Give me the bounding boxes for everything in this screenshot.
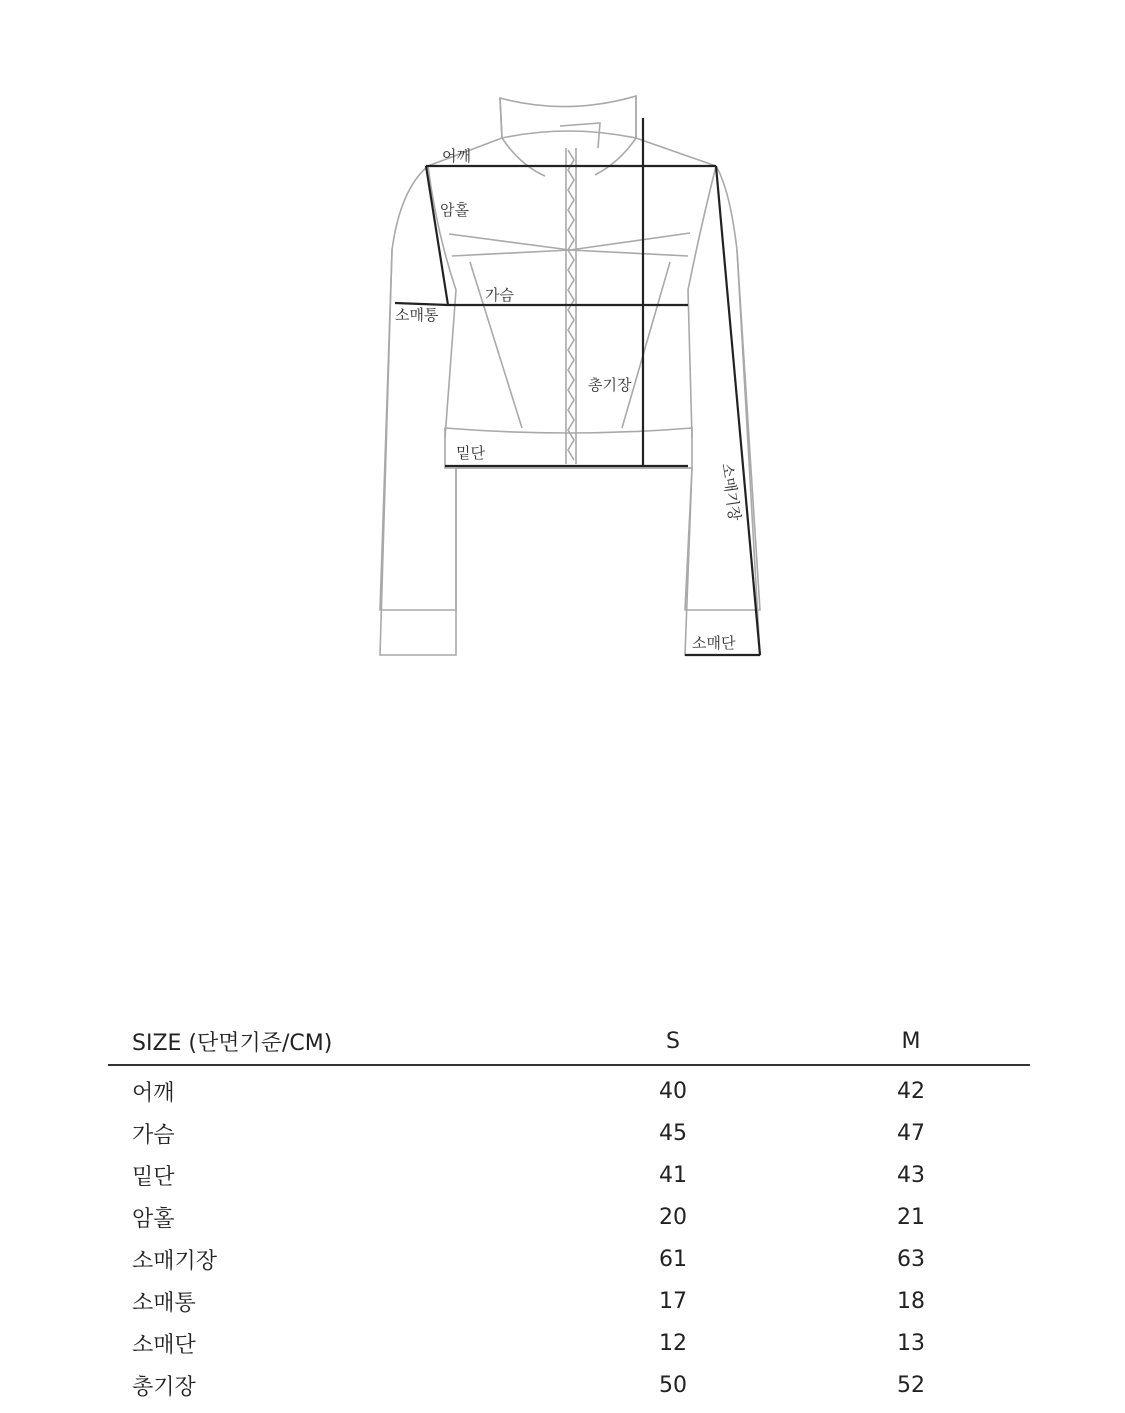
row-name: 소매기장 <box>132 1248 218 1274</box>
sleeve-width-line <box>395 303 448 305</box>
label-shoulder: 어깨 <box>442 147 471 165</box>
row-value-s: 20 <box>659 1204 687 1230</box>
row-name: 밑단 <box>132 1164 175 1190</box>
table-row <box>108 1154 1030 1196</box>
armhole-line <box>426 166 448 305</box>
row-name: 어깨 <box>132 1080 175 1106</box>
table-row <box>108 1196 1030 1238</box>
row-value-s: 40 <box>659 1078 687 1104</box>
row-value-m: 43 <box>897 1162 925 1188</box>
row-value-m: 47 <box>897 1120 925 1146</box>
table-row <box>108 1065 1030 1112</box>
row-value-s: 45 <box>659 1120 687 1146</box>
row-name: 총기장 <box>132 1374 196 1400</box>
size-table <box>108 1018 1030 1406</box>
row-name: 소매단 <box>132 1332 196 1358</box>
label-hem: 밑단 <box>456 444 485 462</box>
jacket-outline <box>380 96 760 655</box>
table-row <box>108 1238 1030 1280</box>
jacket-measurement-diagram <box>0 0 1125 700</box>
row-value-m: 42 <box>897 1078 925 1104</box>
table-row <box>108 1364 1030 1406</box>
row-value-s: 41 <box>659 1162 687 1188</box>
measurement-lines <box>395 118 760 655</box>
table-row <box>108 1112 1030 1154</box>
size-header-s: S <box>554 1018 792 1065</box>
row-name: 암홀 <box>132 1206 175 1232</box>
table-row <box>108 1280 1030 1322</box>
row-name: 소매통 <box>132 1290 196 1316</box>
row-value-m: 13 <box>897 1330 925 1356</box>
row-value-s: 50 <box>659 1372 687 1398</box>
row-value-m: 21 <box>897 1204 925 1230</box>
sleeve-length-line <box>716 166 760 655</box>
row-value-m: 18 <box>897 1288 925 1314</box>
label-sleeve-hem: 소매단 <box>692 634 736 652</box>
label-sleeve-length: 소매기장 <box>718 462 744 522</box>
size-header-title: SIZE (단면기준/CM) <box>108 1018 554 1065</box>
row-value-m: 52 <box>897 1372 925 1398</box>
row-value-s: 61 <box>659 1246 687 1272</box>
label-armhole: 암홀 <box>440 201 469 219</box>
label-total-length: 총기장 <box>588 376 632 394</box>
row-name: 가슴 <box>132 1122 175 1148</box>
size-header-m: M <box>792 1018 1030 1065</box>
table-row <box>108 1322 1030 1364</box>
label-sleeve-width: 소매통 <box>395 306 439 324</box>
row-value-m: 63 <box>897 1246 925 1272</box>
row-value-s: 12 <box>659 1330 687 1356</box>
label-chest: 가슴 <box>485 286 514 304</box>
size-table-header <box>108 1018 1030 1065</box>
row-value-s: 17 <box>659 1288 687 1314</box>
